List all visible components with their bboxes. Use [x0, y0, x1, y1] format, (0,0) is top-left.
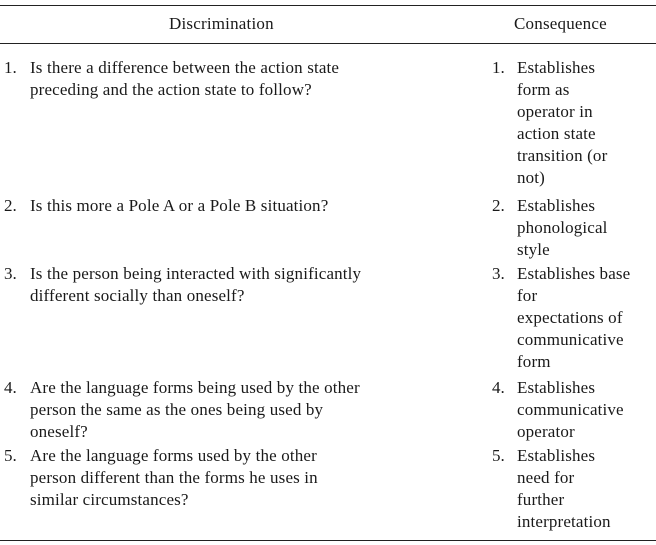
text-line: for: [517, 286, 538, 305]
table-top-rule: [0, 5, 656, 6]
discrimination-text: [30, 263, 460, 307]
discrimination-number: 1.: [4, 58, 17, 77]
text-line: Are the language forms used by the other: [30, 446, 317, 465]
text-line: need for: [517, 468, 575, 487]
text-line: Establishes: [517, 378, 596, 397]
text-line: transition (or: [517, 146, 608, 165]
text-line: not): [517, 168, 545, 187]
text-line: Establishes base: [517, 264, 631, 283]
consequence-text: [517, 445, 653, 533]
text-line: Is the person being interacted with significantly: [30, 264, 362, 283]
text-line: Establishes: [517, 196, 596, 215]
text-line: action state: [517, 124, 596, 143]
header-discrimination: Discrimination: [169, 14, 274, 33]
consequence-number: 3.: [492, 264, 505, 283]
text-line: preceding and the action state to follow?: [30, 80, 312, 99]
consequence-number: 4.: [492, 378, 505, 397]
table-bottom-rule: [0, 540, 656, 541]
text-line: Establishes: [517, 58, 596, 77]
header-consequence: Consequence: [514, 14, 607, 33]
text-line: interpretation: [517, 512, 611, 531]
text-line: different socially than oneself?: [30, 286, 245, 305]
text-line: further: [517, 490, 565, 509]
discrimination-number: 2.: [4, 196, 17, 215]
discrimination-text: [30, 445, 460, 511]
discrimination-number: 4.: [4, 378, 17, 397]
discrimination-text: [30, 195, 460, 217]
text-line: Is there a difference between the action state: [30, 58, 340, 77]
text-line: person different than the forms he uses in: [30, 468, 318, 487]
text-line: Is this more a Pole A or a Pole B situation?: [30, 196, 329, 215]
text-line: person the same as the ones being used by: [30, 400, 324, 419]
text-line: style: [517, 240, 550, 259]
text-line: expectations of: [517, 308, 623, 327]
text-line: communicative: [517, 330, 624, 349]
text-line: phonological: [517, 218, 608, 237]
text-line: Establishes: [517, 446, 596, 465]
discrimination-text: [30, 57, 460, 101]
text-line: operator in: [517, 102, 593, 121]
consequence-number: 5.: [492, 446, 505, 465]
text-line: operator: [517, 422, 575, 441]
consequence-text: [517, 377, 653, 443]
header-rule: [0, 43, 656, 44]
discrimination-number: 3.: [4, 264, 17, 283]
text-line: communicative: [517, 400, 624, 419]
discrimination-text: [30, 377, 460, 443]
consequence-number: 1.: [492, 58, 505, 77]
consequence-text: [517, 57, 653, 189]
text-line: oneself?: [30, 422, 88, 441]
text-line: form: [517, 352, 551, 371]
text-line: similar circumstances?: [30, 490, 189, 509]
text-line: form as: [517, 80, 570, 99]
discrimination-number: 5.: [4, 446, 17, 465]
consequence-text: [517, 263, 653, 373]
text-line: Are the language forms being used by the other: [30, 378, 360, 397]
consequence-text: [517, 195, 653, 261]
consequence-number: 2.: [492, 196, 505, 215]
